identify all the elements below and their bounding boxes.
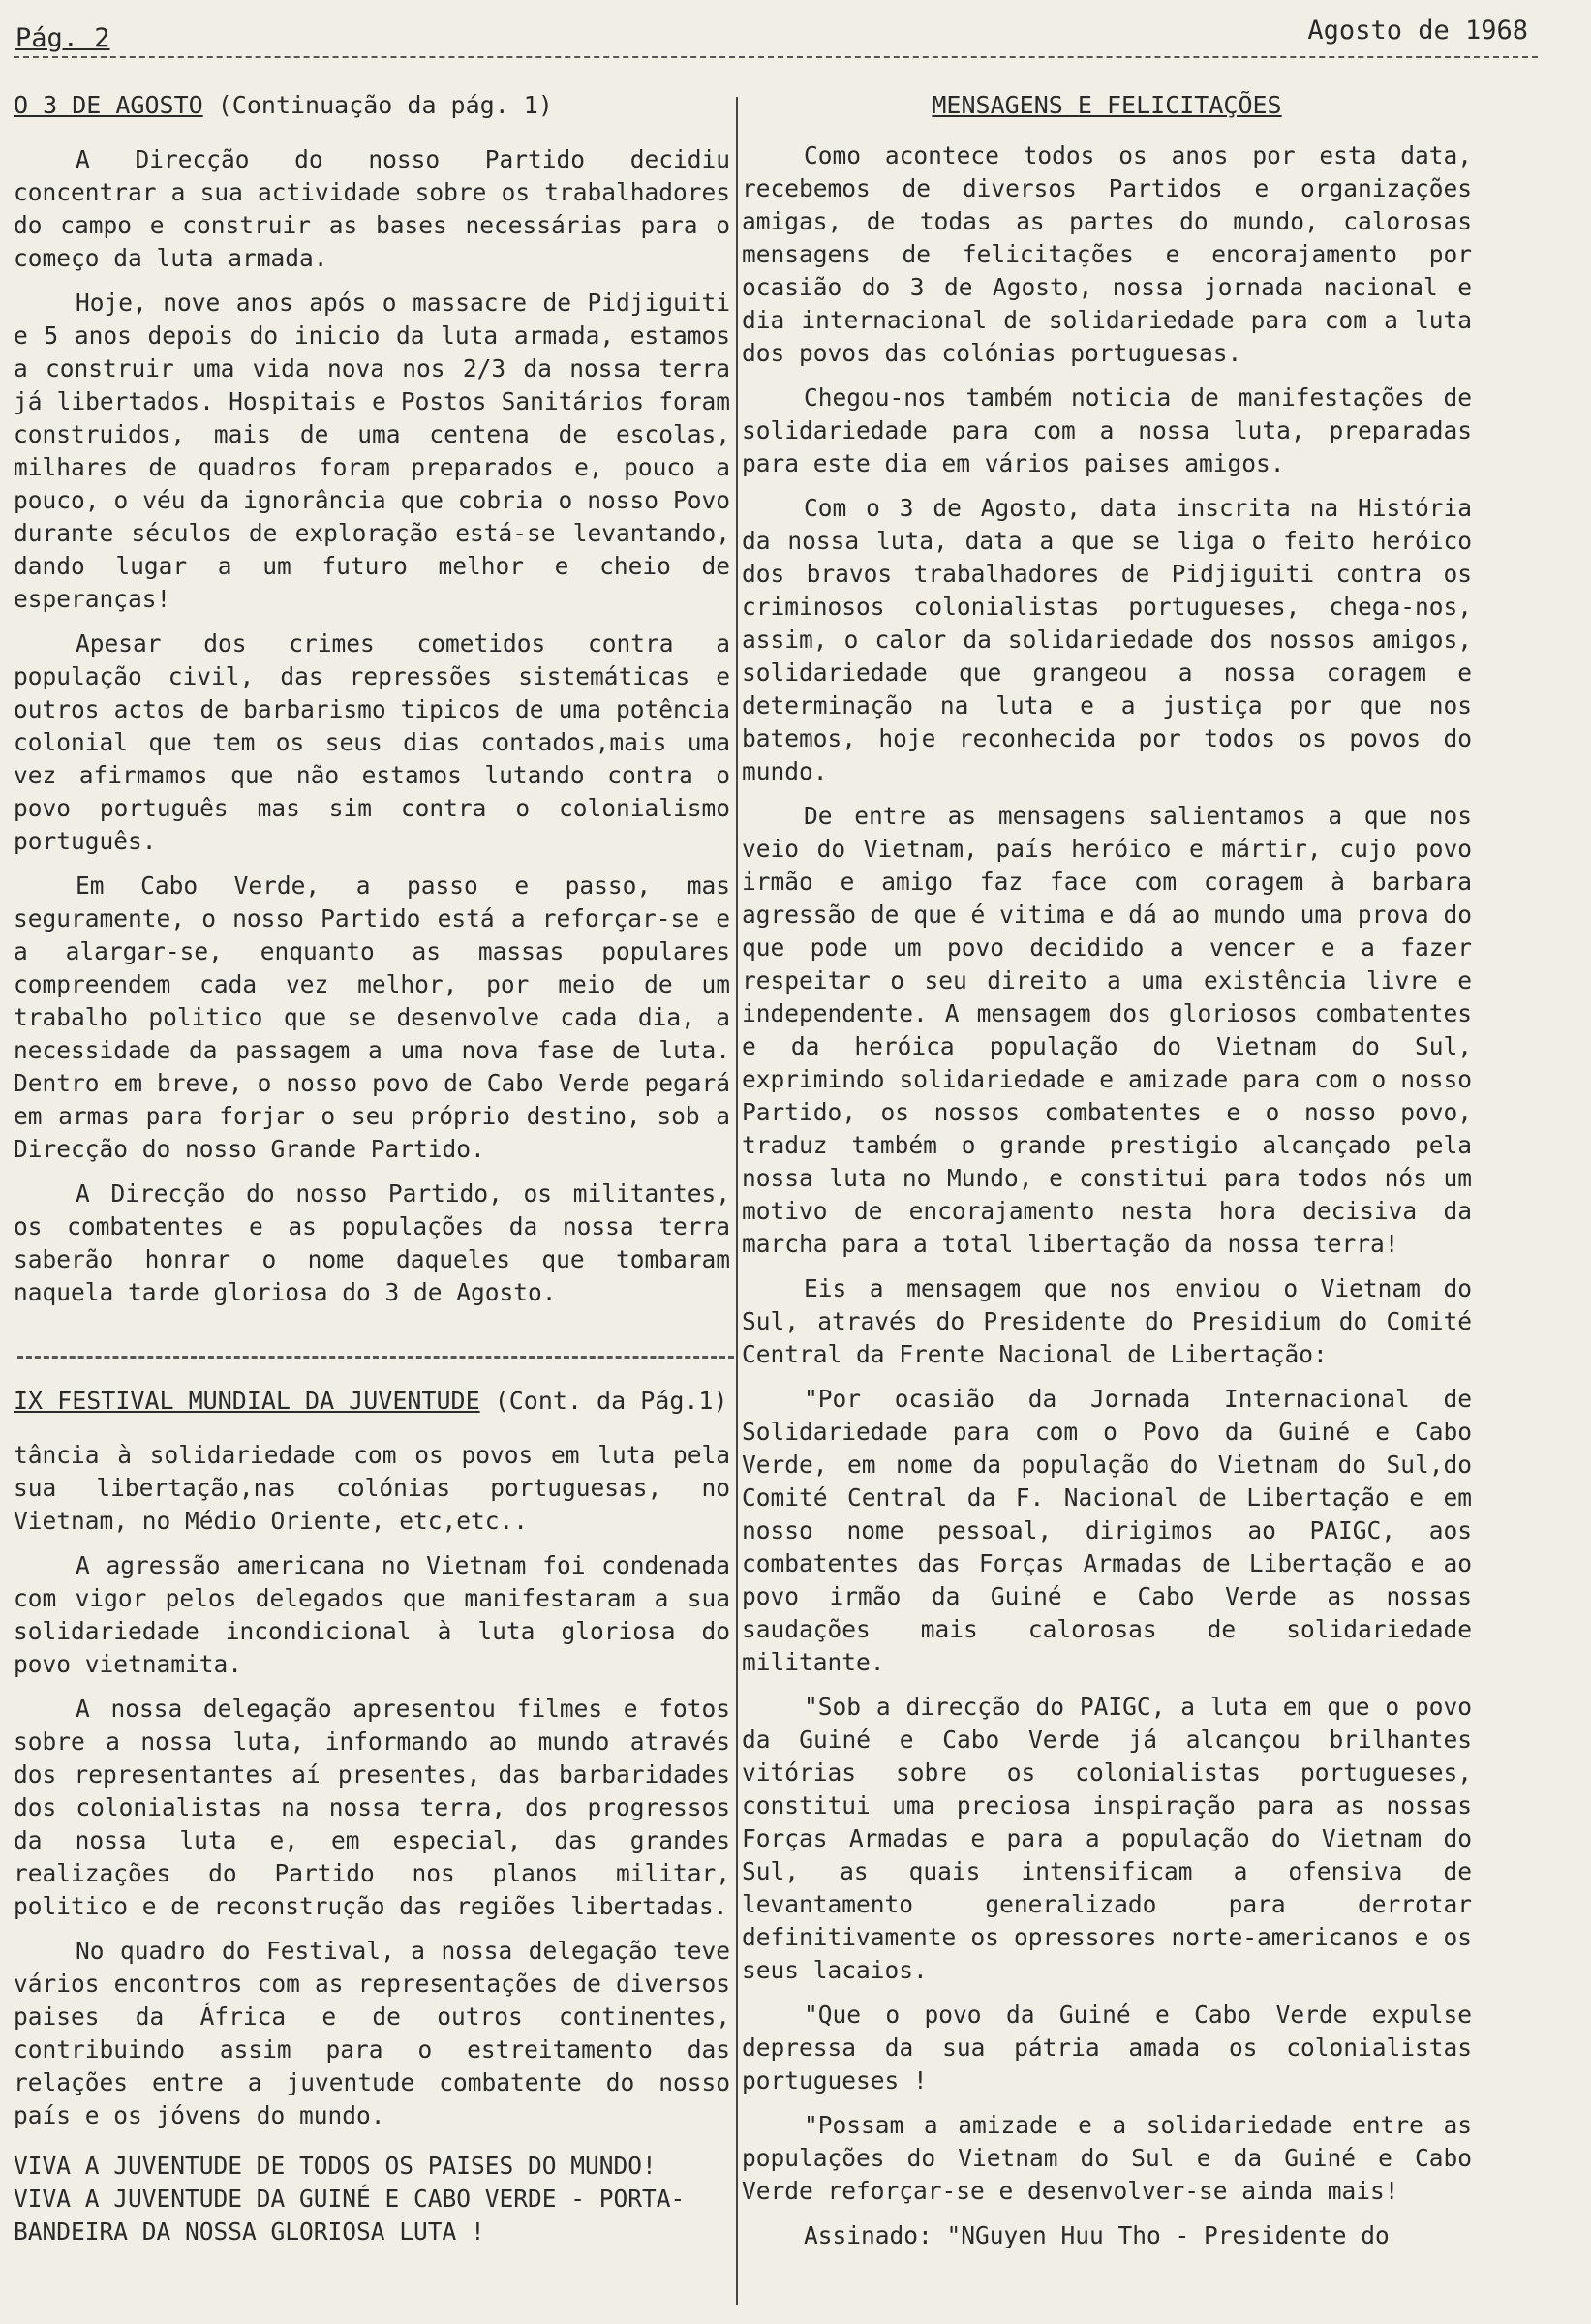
paragraph: Chegou-nos também noticia de manifestações de solidariedade para com a nossa luta, preparadas para este dia em vários paises amigos. (742, 383, 1472, 477)
quote-paragraph: "Que o povo da Guiné e Cabo Verde expulse depressa da sua pátria amada os colonialistas portugueses ! (742, 2001, 1472, 2095)
article-title-line (14, 89, 730, 122)
article-title: MENSAGENS E FELICITAÇÕES (932, 91, 1282, 119)
article-title-line (14, 1385, 730, 1418)
article-3-agosto (14, 89, 730, 1321)
quote-paragraph: "Sob a direcção do PAIGC, a luta em que o povo da Guiné e Cabo Verde já alcançou brilhantes vitórias sobre os colonialistas portugueses, constitui uma preciosa inspiração para as nossas Forças Armadas e para a população do Vietnam do Sul, as quais intensificam a ofensiva de levantamento generalizado para derrotar definitivamente os opressores norte-americanos e os seus lacaios. (742, 1693, 1472, 1984)
issue-date: Agosto de 1968 (1307, 15, 1528, 46)
paragraph: Como acontece todos os anos por esta data, recebemos de diversos Partidos e organizações amigas, de todas as partes do mundo, calorosas mensagens de felicitações e encorajamento por ocasião do 3 de Agosto, nossa jornada nacional e dia internacional de solidariedade para com a luta dos povos das colónias portuguesas. (742, 141, 1472, 367)
page-header (14, 14, 1538, 58)
article-title: IX FESTIVAL MUNDIAL DA JUVENTUDE (14, 1387, 480, 1415)
paragraph: A nossa delegação apresentou filmes e fotos sobre a nossa luta, informando ao mundo através dos representantes aí presentes, das barbaridades dos colonialistas na nossa terra, dos progressos da nossa luta e, em especial, das grandes realizações do Partido nos planos militar, politico e de reconstrução das regiões libertadas. (14, 1695, 730, 1920)
paragraph: Apesar dos crimes cometidos contra a população civil, das repressões sistemáticas e outros actos de barbarismo tipicos de uma potência colonial que tem os seus dias contados,mais uma vez afirmamos que não estamos lutando contra o povo português mas sim contra o colonialismo português. (14, 629, 730, 855)
article-continuation: (Cont. da Pág.1) (494, 1387, 728, 1415)
article-continuation: (Continuação da pág. 1) (217, 91, 553, 119)
paragraph: No quadro do Festival, a nossa delegação teve vários encontros com as representações de diversos paises da África e de outros continentes, contribuindo assim para o estreitamento das relações entre a juventude combatente do nosso país e os jóvens do mundo. (14, 1937, 730, 2129)
section-divider (17, 1356, 734, 1359)
paragraph: Hoje, nove anos após o massacre de Pidjiguiti e 5 anos depois do inicio da luta armada, estamos a construir uma vida nova nos 2/3 da nossa terra já libertados. Hospitais e Postos Sanitários foram construidos, mais de uma centena de escolas, milhares de quadros foram preparados e, pouco a pouco, o véu da ignorância que cobria o nosso Povo durante séculos de exploração está-se levantando, dando lugar a um futuro melhor e cheio de esperanças! (14, 289, 730, 613)
quote-paragraph: "Possam a amizade e a solidariedade entre as populações do Vietnam do Sul e da Guiné e Cabo Verde reforçar-se e desenvolver-se ainda mais! (742, 2111, 1472, 2205)
page-number: Pág. 2 (15, 23, 110, 53)
article-mensagens (742, 89, 1472, 2252)
paragraph: tância à solidariedade com os povos em luta pela sua libertação,nas colónias portuguesas, no Vietnam, no Médio Oriente, etc,etc.. (14, 1441, 730, 1535)
paragraph: Eis a mensagem que nos enviou o Vietnam do Sul, através do Presidente do Presidium do Comité Central da Frente Nacional de Libertação: (742, 1274, 1472, 1368)
quote-paragraph: "Por ocasião da Jornada Internacional de Solidariedade para com o Povo da Guiné e Cabo Verde, em nome da população do Vietnam do Sul,do Comité Central da F. Nacional de Libertação e em nosso nome pessoal, dirigimos ao PAIGC, aos combatentes das Forças Armadas de Libertação e ao povo irmão da Guiné e Cabo Verde as nossas saudações mais calorosas de solidariedade militante. (742, 1385, 1472, 1676)
paragraph: Em Cabo Verde, a passo e passo, mas seguramente, o nosso Partido está a reforçar-se e a alargar-se, enquanto as massas populares compreendem cada vez melhor, por meio de um trabalho politico que se desenvolve cada dia, a necessidade da passagem a uma nova fase de luta. Dentro em breve, o nosso povo de Cabo Verde pegará em armas para forjar o seu próprio destino, sob a Direcção do nosso Grande Partido. (14, 872, 730, 1163)
slogan: VIVA A JUVENTUDE DA GUINÉ E CABO VERDE - PORTA-BANDEIRA DA NOSSA GLORIOSA LUTA ! (14, 2185, 686, 2246)
slogans (14, 2150, 730, 2248)
article-title: O 3 DE AGOSTO (14, 91, 203, 119)
slogan: VIVA A JUVENTUDE DE TODOS OS PAISES DO MUNDO! (14, 2152, 657, 2180)
paragraph: A agressão americana no Vietnam foi condenada com vigor pelos delegados que manifestaram a sua solidariedade incondicional à luta gloriosa do povo vietnamita. (14, 1551, 730, 1678)
paragraph: A Direcção do nosso Partido, os militantes, os combatentes e as populações da nossa terra saberão honrar o nome daqueles que tombaram naquela tarde gloriosa do 3 de Agosto. (14, 1179, 730, 1306)
paragraph: Com o 3 de Agosto, data inscrita na História da nossa luta, data a que se liga o feito heróico dos bravos trabalhadores de Pidjiguiti contra os criminosos colonialistas portugueses, chega-nos, assim, o calor da solidariedade dos nossos amigos, solidariedade que grangeou a nossa coragem e determinação na luta e a justiça por que nos batemos, hoje reconhecida por todos os povos do mundo. (742, 494, 1472, 785)
paragraph: A Direcção do nosso Partido decidiu concentrar a sua actividade sobre os trabalhadores do campo e construir as bases necessárias para o começo da luta armada. (14, 145, 730, 272)
paragraph: De entre as mensagens salientamos a que nos veio do Vietnam, país heróico e mártir, cujo povo irmão e amigo faz face com coragem à barbara agressão de que é vitima e dá ao mundo uma prova do que pode um povo decidido a vencer e a fazer respeitar o seu direito a uma existência livre e independente. A mensagem dos gloriosos combatentes e da heróica população do Vietnam do Sul, exprimindo solidariedade e amizade para com o nosso Partido, os nossos combatentes e o nosso povo, traduz também o grande prestigio alcançado pela nossa luta no Mundo, e constitui para todos nós um motivo de encorajamento nesta hora decisiva da marcha para a total libertação da nossa terra! (742, 802, 1472, 1258)
signature-line: Assinado: "NGuyen Huu Tho - Presidente do (804, 2221, 1390, 2249)
column-divider (736, 97, 738, 2305)
article-festival (14, 1385, 730, 2248)
